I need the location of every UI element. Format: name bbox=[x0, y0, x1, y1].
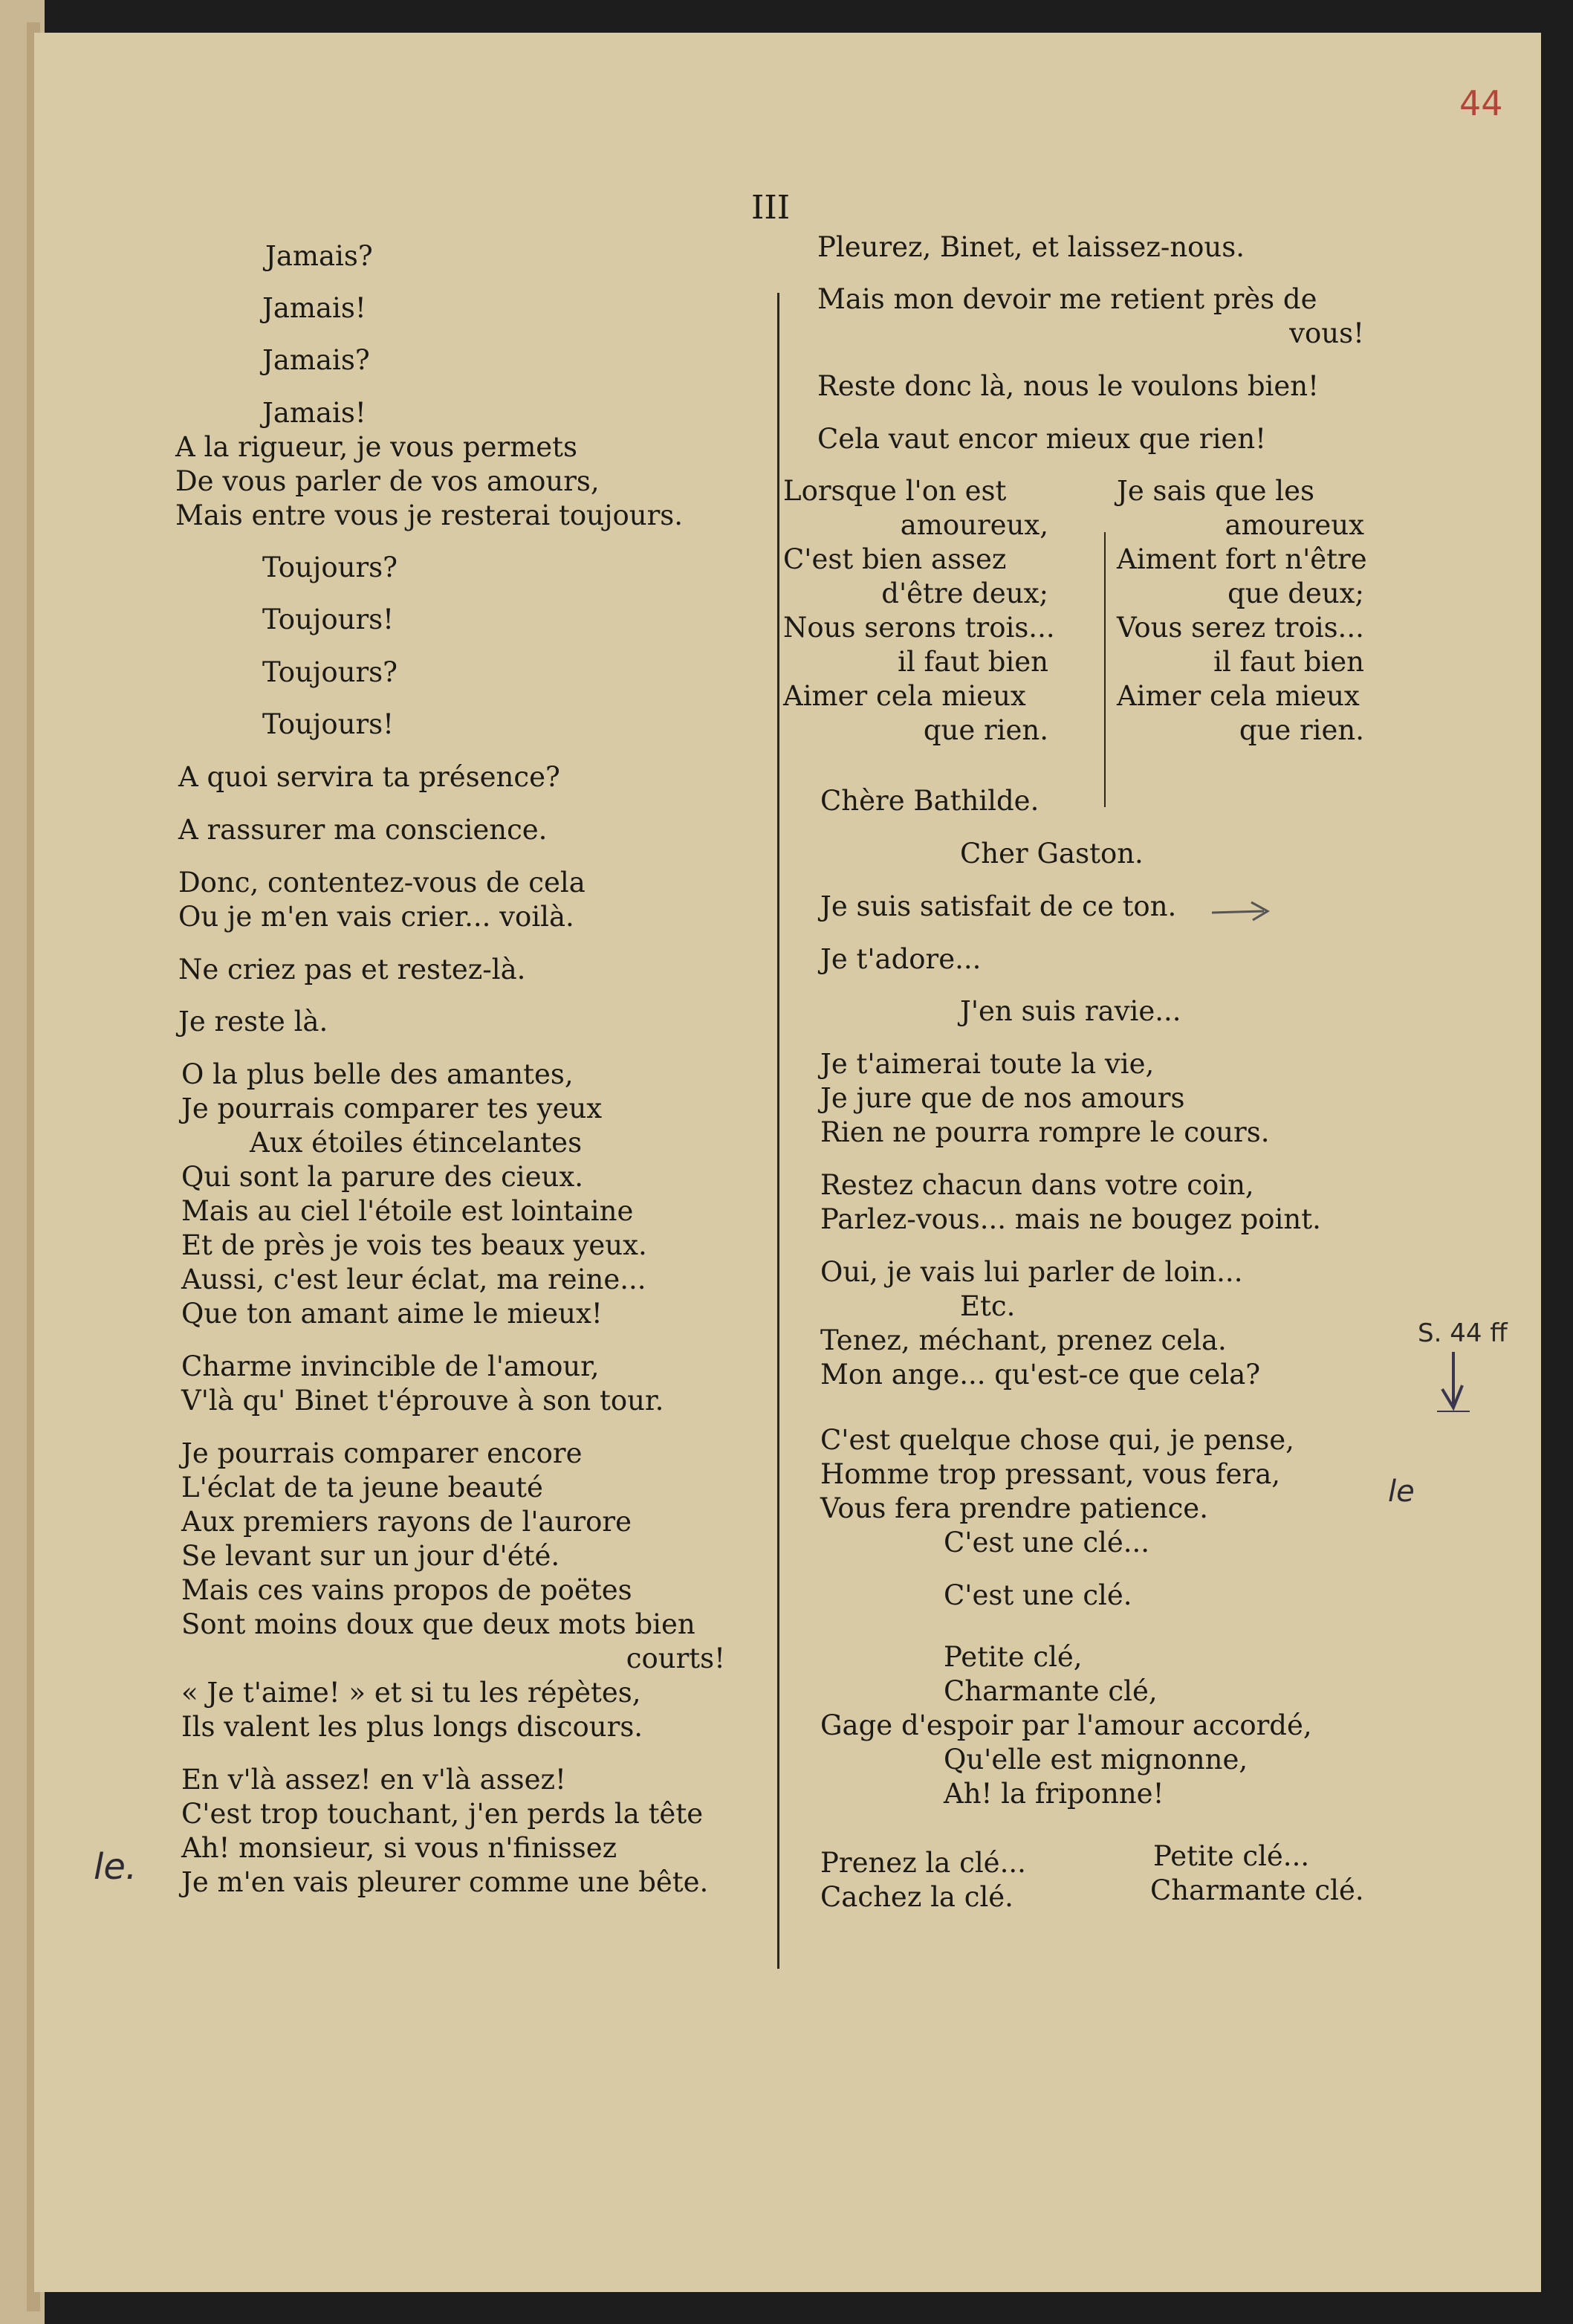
section-number: III bbox=[751, 189, 791, 227]
right-text-line: Mais mon devoir me retient près de bbox=[817, 283, 1317, 315]
duet-left-line: amoureux, bbox=[900, 509, 1048, 541]
right-text-line: Qu'elle est mignonne, bbox=[944, 1744, 1248, 1776]
right-text-line: Charmante clé, bbox=[944, 1675, 1158, 1707]
left-text-line: Je reste là. bbox=[178, 1006, 328, 1038]
right-text-line: Cher Gaston. bbox=[960, 838, 1144, 870]
duet-right-line: que rien. bbox=[1239, 714, 1364, 746]
duet-left-line: C'est bien assez bbox=[783, 543, 1007, 575]
right-text-line: Homme trop pressant, vous fera, bbox=[820, 1458, 1281, 1490]
handwritten-page-number: 44 bbox=[1459, 83, 1503, 123]
right-text-line: Rien ne pourra rompre le cours. bbox=[820, 1116, 1270, 1148]
margin-note-s44: S. 44 ff bbox=[1418, 1318, 1508, 1348]
right-text-line: Je t'aimerai toute la vie, bbox=[820, 1048, 1155, 1080]
left-text-line: Mais entre vous je resterai toujours. bbox=[175, 499, 684, 531]
left-text-line: Jamais? bbox=[265, 240, 373, 272]
left-text-line: Que ton amant aime le mieux! bbox=[181, 1298, 603, 1330]
left-text-line: Ah! monsieur, si vous n'finissez bbox=[181, 1832, 617, 1864]
left-text-line: De vous parler de vos amours, bbox=[175, 465, 600, 497]
left-text-line: A la rigueur, je vous permets bbox=[175, 431, 578, 463]
left-text-line: Toujours? bbox=[262, 551, 398, 583]
left-text-line: Toujours! bbox=[262, 708, 395, 740]
left-text-line: Et de près je vois tes beaux yeux. bbox=[181, 1229, 647, 1261]
right-text-line: Parlez-vous... mais ne bougez point. bbox=[820, 1203, 1321, 1235]
right-text-line: Chère Bathilde. bbox=[820, 785, 1040, 817]
duet-right-line: Aimer cela mieux bbox=[1117, 680, 1360, 712]
right-text-line: Petite clé, bbox=[944, 1641, 1083, 1673]
right-text-line: Mon ange... qu'est-ce que cela? bbox=[820, 1359, 1261, 1391]
duet-left-line: Nous serons trois... bbox=[783, 612, 1055, 644]
left-text-line: C'est trop touchant, j'en perds la tête bbox=[181, 1798, 704, 1830]
duet-right-line: Aiment fort n'être bbox=[1117, 543, 1367, 575]
duet-left-line: que rien. bbox=[923, 714, 1048, 746]
left-text-line: Donc, contentez-vous de cela bbox=[178, 867, 586, 899]
right-text-line: vous! bbox=[1289, 317, 1364, 349]
duet-left-line: d'être deux; bbox=[881, 577, 1048, 609]
left-text-line: Ils valent les plus longs discours. bbox=[181, 1711, 643, 1743]
left-text-line: Toujours? bbox=[262, 656, 398, 688]
duet-left-line: il faut bien bbox=[898, 646, 1048, 678]
left-text-line: Ou je m'en vais crier... voilà. bbox=[178, 901, 574, 933]
page bbox=[34, 33, 1541, 2292]
left-text-line: Mais au ciel l'étoile est lointaine bbox=[181, 1195, 634, 1227]
left-text-line: O la plus belle des amantes, bbox=[181, 1058, 574, 1090]
left-text-line: Jamais! bbox=[262, 292, 366, 324]
left-text-line: A rassurer ma conscience. bbox=[178, 814, 548, 846]
right-text-line: Reste donc là, nous le voulons bien! bbox=[817, 370, 1319, 402]
left-text-line: L'éclat de ta jeune beauté bbox=[181, 1472, 543, 1504]
left-text-line: Qui sont la parure des cieux. bbox=[181, 1161, 583, 1193]
right-text-line: Charmante clé. bbox=[1150, 1874, 1364, 1906]
left-text-line: courts! bbox=[626, 1642, 725, 1674]
right-text-line: Je t'adore... bbox=[820, 943, 982, 975]
right-text-line: Etc. bbox=[960, 1290, 1016, 1322]
left-text-line: Toujours! bbox=[262, 603, 395, 635]
duet-right-line: il faut bien bbox=[1213, 646, 1364, 678]
left-text-line: Charme invincible de l'amour, bbox=[181, 1350, 600, 1382]
left-text-line: Mais ces vains propos de poëtes bbox=[181, 1574, 632, 1606]
right-text-line: Cela vaut encor mieux que rien! bbox=[817, 423, 1267, 455]
right-text-line: Gage d'espoir par l'amour accordé, bbox=[820, 1709, 1312, 1741]
left-text-line: Jamais? bbox=[262, 344, 370, 376]
margin-arrow-right-icon bbox=[1208, 895, 1275, 925]
margin-note-le-right: le bbox=[1388, 1475, 1415, 1509]
right-text-line: Vous fera prendre patience. bbox=[820, 1492, 1208, 1524]
right-text-line: Ah! la friponne! bbox=[944, 1778, 1164, 1810]
right-text-line: Oui, je vais lui parler de loin... bbox=[820, 1256, 1243, 1288]
right-text-line: Je jure que de nos amours bbox=[820, 1082, 1185, 1114]
column-divider bbox=[777, 293, 779, 1969]
duet-left-line: Lorsque l'on est bbox=[783, 475, 1007, 507]
right-text-line: Je suis satisfait de ce ton. bbox=[820, 890, 1177, 922]
left-text-line: Jamais! bbox=[262, 397, 366, 429]
duet-divider bbox=[1104, 532, 1106, 807]
duet-right-line: Vous serez trois... bbox=[1117, 612, 1364, 644]
right-text-line: J'en suis ravie... bbox=[960, 995, 1181, 1027]
right-text-line: Restez chacun dans votre coin, bbox=[820, 1169, 1254, 1201]
left-text-line: Aussi, c'est leur éclat, ma reine... bbox=[181, 1263, 646, 1295]
left-text-line: Ne criez pas et restez-là. bbox=[178, 954, 526, 985]
right-text-line: Pleurez, Binet, et laissez-nous. bbox=[817, 231, 1245, 263]
duet-left-line: Aimer cela mieux bbox=[783, 680, 1026, 712]
left-text-line: Aux étoiles étincelantes bbox=[250, 1127, 583, 1159]
left-text-line: Je m'en vais pleurer comme une bête. bbox=[181, 1866, 709, 1898]
left-text-line: Je pourrais comparer encore bbox=[181, 1437, 583, 1469]
margin-note-le-left: le. bbox=[94, 1846, 137, 1888]
right-text-line: C'est une clé... bbox=[944, 1527, 1150, 1558]
right-text-line: C'est quelque chose qui, je pense, bbox=[820, 1424, 1294, 1456]
margin-arrow-down-icon bbox=[1431, 1348, 1476, 1415]
left-text-line: A quoi servira ta présence? bbox=[178, 761, 560, 793]
left-text-line: « Je t'aime! » et si tu les répètes, bbox=[181, 1677, 641, 1709]
duet-right-line: Je sais que les bbox=[1117, 475, 1315, 507]
duet-right-line: que deux; bbox=[1227, 577, 1364, 609]
right-text-line: C'est une clé. bbox=[944, 1579, 1132, 1611]
right-text-line: Prenez la clé... bbox=[820, 1847, 1026, 1879]
left-text-line: Aux premiers rayons de l'aurore bbox=[181, 1506, 632, 1538]
left-text-line: Sont moins doux que deux mots bien bbox=[181, 1608, 695, 1640]
right-text-line: Tenez, méchant, prenez cela. bbox=[820, 1324, 1227, 1356]
right-text-line: Petite clé... bbox=[1153, 1840, 1310, 1872]
duet-right-line: amoureux bbox=[1225, 509, 1364, 541]
left-text-line: Je pourrais comparer tes yeux bbox=[181, 1093, 603, 1124]
left-text-line: En v'là assez! en v'là assez! bbox=[181, 1764, 566, 1796]
left-text-line: Se levant sur un jour d'été. bbox=[181, 1540, 560, 1572]
left-text-line: V'là qu' Binet t'éprouve à son tour. bbox=[181, 1385, 664, 1417]
right-text-line: Cachez la clé. bbox=[820, 1881, 1013, 1913]
